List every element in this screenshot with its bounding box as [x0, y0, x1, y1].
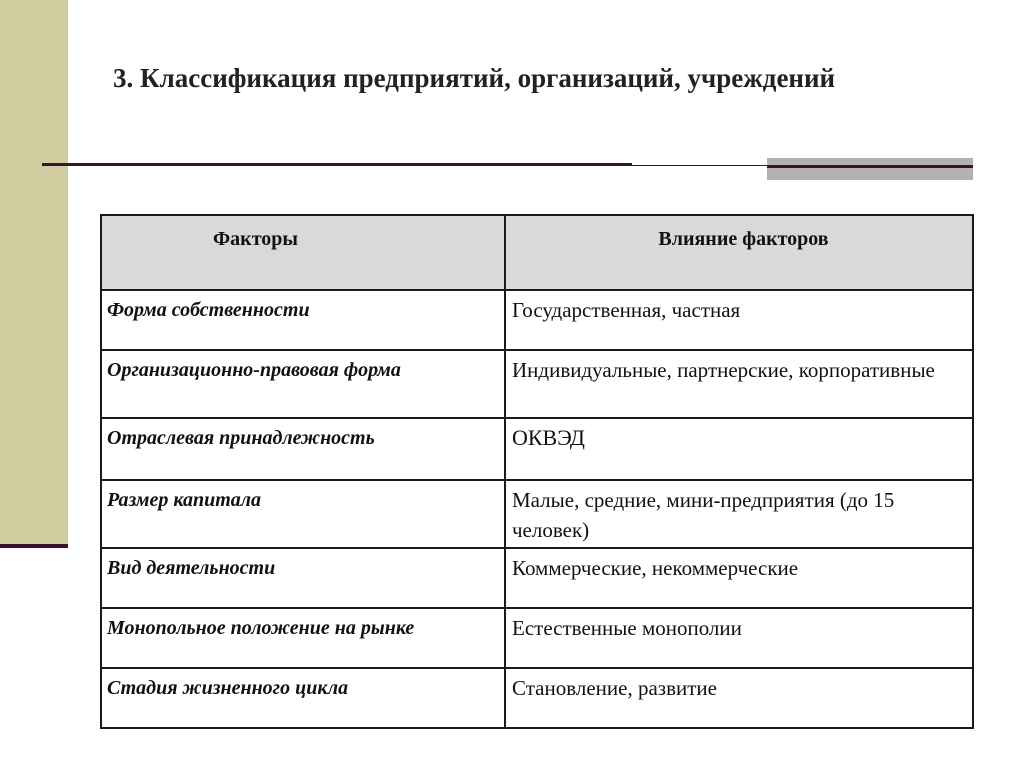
header-factors: Факторы: [101, 215, 505, 290]
table-row: [101, 608, 973, 668]
table-row: [101, 480, 973, 548]
influence-cell: Государственная, частная: [505, 290, 973, 350]
table-row: [101, 548, 973, 608]
factor-cell: Вид деятельности: [101, 548, 505, 608]
side-decor-band: [0, 0, 68, 547]
table-row: [101, 290, 973, 350]
title-underline: [42, 163, 632, 166]
header-influence: Влияние факторов: [505, 215, 973, 290]
influence-cell: Коммерческие, некоммерческие: [505, 548, 973, 608]
factors-table: [100, 214, 974, 729]
factor-cell: Организационно-правовая форма: [101, 350, 505, 418]
factor-cell: Стадия жизненного цикла: [101, 668, 505, 728]
table-row: [101, 350, 973, 418]
table-row: [101, 668, 973, 728]
factor-cell: Форма собственности: [101, 290, 505, 350]
title-underline-accent-line: [767, 165, 973, 168]
side-decor-line: [0, 544, 68, 548]
table-header-row: [101, 215, 973, 290]
factor-cell: Размер капитала: [101, 480, 505, 548]
influence-cell: Индивидуальные, партнерские, корпоративные: [505, 350, 973, 418]
factor-cell: Отраслевая принадлежность: [101, 418, 505, 480]
table-row: [101, 418, 973, 480]
influence-cell: ОКВЭД: [505, 418, 973, 480]
title-underline-accent: [767, 158, 973, 180]
influence-cell: Естественные монополии: [505, 608, 973, 668]
slide-title: 3. Классификация предприятий, организаций, учреждений: [113, 63, 836, 93]
influence-cell: Становление, развитие: [505, 668, 973, 728]
influence-cell: Малые, средние, мини-предприятия (до 15 человек): [505, 480, 973, 548]
factor-cell: Монопольное положение на рынке: [101, 608, 505, 668]
